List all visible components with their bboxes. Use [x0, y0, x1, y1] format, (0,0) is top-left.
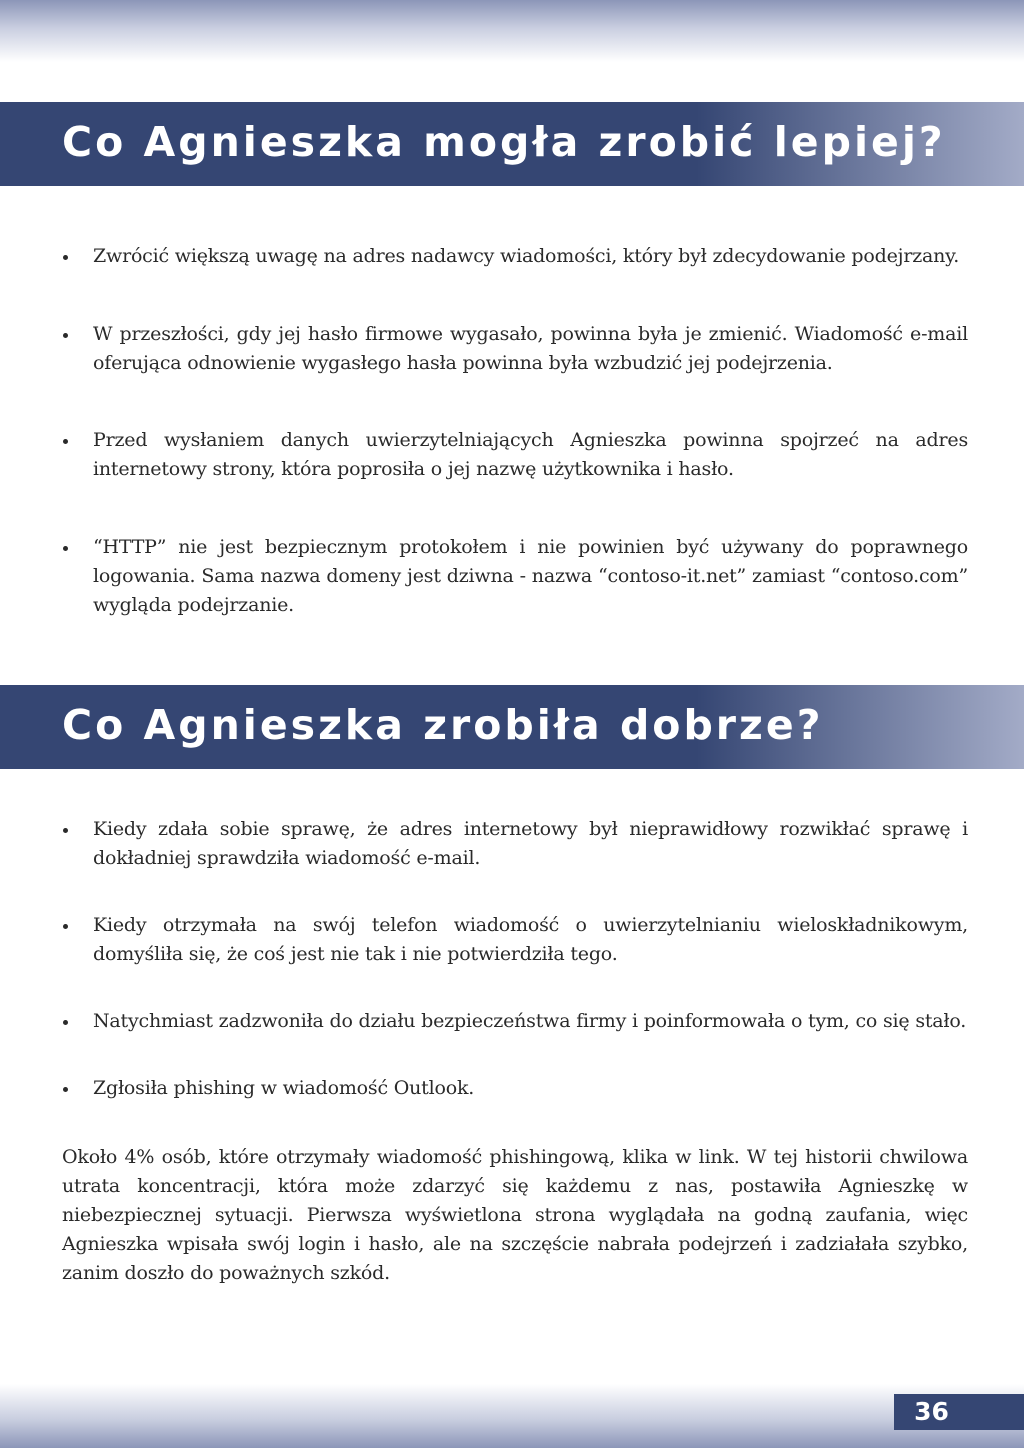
- list-item: Przed wysłaniem danych uwierzytelniających Agnieszka powinna spojrzeć na adres internetowy strony, która poprosiła o jej nazwę użytkownika i hasło.: [62, 426, 968, 484]
- list-item: Zwrócić większą uwagę na adres nadawcy wiadomości, który był zdecydowanie podejrzany.: [62, 242, 968, 271]
- summary-paragraph: Około 4% osób, które otrzymały wiadomość phishingową, klika w link. W tej historii chwilowa utrata koncentracji, która może zdarzyć się każdemu z nas, postawiła Agnieszkę w niebezpiecznej sytuacji. Pierwsza wyświetlona strona wyglądała na godną zaufania, więc Agnieszka wpisała swój login i hasło, ale na szczęście nabrała podejrzeń i zadziałała szybko, zanim doszło do poważnych szkód.: [62, 1146, 968, 1284]
- list-item: W przeszłości, gdy jej hasło firmowe wygasało, powinna była je zmienić. Wiadomość e-mail oferująca odnowienie wygasłego hasła powinna była wzbudzić jej podejrzenia.: [62, 320, 968, 378]
- bottom-decorative-band: [0, 1384, 1024, 1448]
- list-item: “HTTP” nie jest bezpiecznym protokołem i nie powinien być używany do poprawnego logowania. Sama nazwa domeny jest dziwna - nazwa “contoso-it.net” zamiast “contoso.com” wygląda podejrzanie.: [62, 533, 968, 620]
- list-item: Kiedy zdała sobie sprawę, że adres internetowy był nieprawidłowy rozwikłać sprawę i dokładniej sprawdziła wiadomość e-mail.: [62, 815, 968, 873]
- list-item: Natychmiast zadzwoniła do działu bezpieczeństwa firmy i poinformowała o tym, co się stało.: [62, 1007, 968, 1036]
- did-well-list: [62, 815, 968, 1103]
- section-title: Co Agnieszka zrobiła dobrze?: [62, 701, 824, 749]
- top-decorative-band: [0, 0, 1024, 62]
- section-title: Co Agnieszka mogła zrobić lepiej?: [62, 118, 946, 166]
- page-number: 36: [914, 1397, 949, 1426]
- section-header-could-do-better: [0, 102, 1024, 186]
- list-item: Zgłosiła phishing w wiadomość Outlook.: [62, 1074, 968, 1103]
- page-number-badge: [894, 1394, 1024, 1430]
- section-header-did-well: [0, 685, 1024, 769]
- could-do-better-list: [62, 242, 968, 620]
- list-item: Kiedy otrzymała na swój telefon wiadomość o uwierzytelnianiu wieloskładnikowym, domyśliła się, że coś jest nie tak i nie potwierdziła tego.: [62, 911, 968, 969]
